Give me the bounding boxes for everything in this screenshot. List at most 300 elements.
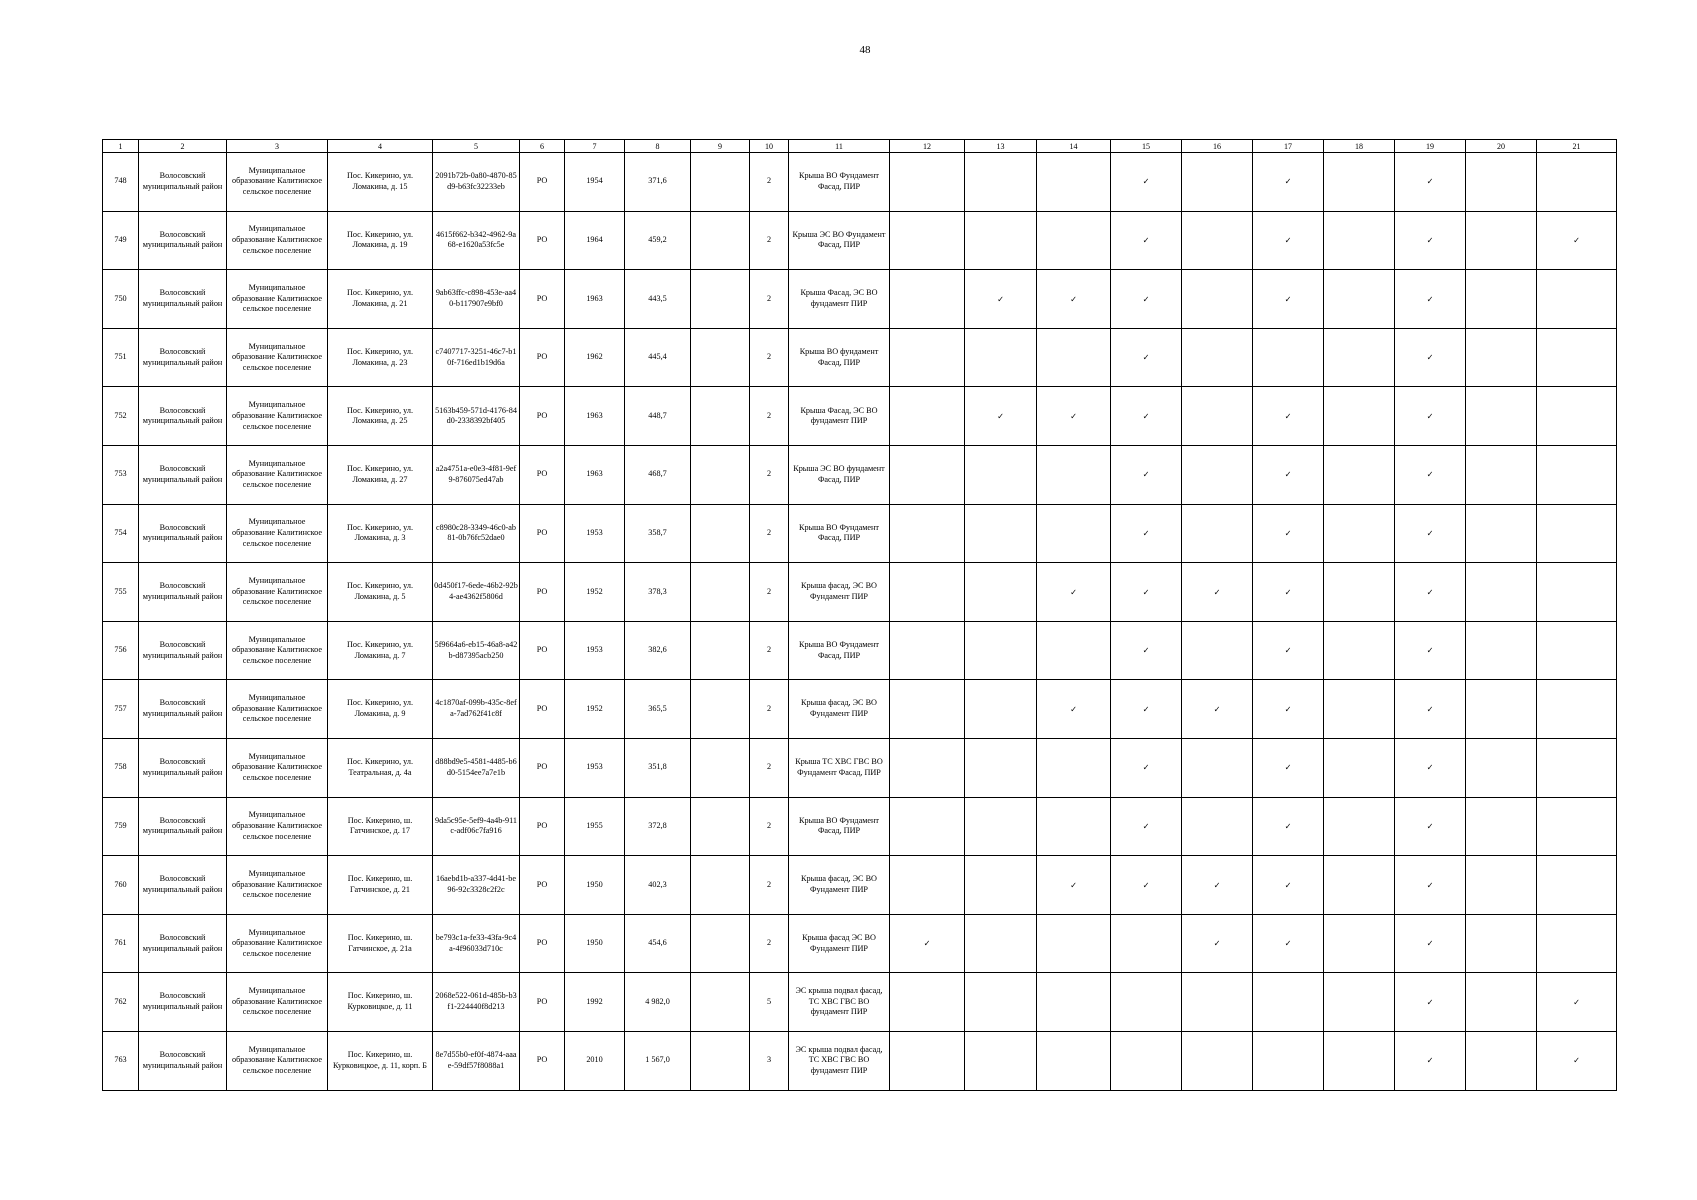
check-mark-icon: ✓ xyxy=(1182,856,1253,915)
house-guid-cell: 4c1870af-099b-435c-8efa-7ad762f41c8f xyxy=(433,680,520,739)
works-cell: Крыша ВО фундамент Фасад, ПИР xyxy=(789,328,890,387)
district-cell: Волосовский муниципальный район xyxy=(139,211,227,270)
empty-cell xyxy=(1037,153,1111,212)
check-mark-icon: ✓ xyxy=(1395,856,1466,915)
year-cell: 1992 xyxy=(565,973,625,1032)
check-mark-icon: ✓ xyxy=(1111,856,1182,915)
year-cell: 2010 xyxy=(565,1031,625,1090)
check-mark-icon: ✓ xyxy=(890,914,965,973)
area-cell: 1 567,0 xyxy=(625,1031,691,1090)
check-mark-icon: ✓ xyxy=(1395,797,1466,856)
year-cell: 1952 xyxy=(565,680,625,739)
address-cell: Пос. Кикерино, ш. Гатчинское, д. 21 xyxy=(328,856,433,915)
municipality-cell: Муниципальное образование Калитинское сельское поселение xyxy=(227,680,328,739)
empty-cell xyxy=(965,328,1037,387)
check-mark-icon: ✓ xyxy=(1111,680,1182,739)
check-mark-icon: ✓ xyxy=(1111,211,1182,270)
house-guid-cell: 8e7d55b0-ef0f-4874-aaae-59df57f8088a1 xyxy=(433,1031,520,1090)
column-header: 5 xyxy=(433,140,520,153)
district-cell: Волосовский муниципальный район xyxy=(139,153,227,212)
check-mark-icon: ✓ xyxy=(1037,680,1111,739)
house-guid-cell: d88bd9e5-4581-4485-b6d0-5154ee7a7e1b xyxy=(433,738,520,797)
district-cell: Волосовский муниципальный район xyxy=(139,797,227,856)
district-cell: Волосовский муниципальный район xyxy=(139,621,227,680)
empty-cell xyxy=(1037,504,1111,563)
empty-cell xyxy=(1324,563,1395,622)
year-cell: 1963 xyxy=(565,445,625,504)
address-cell: Пос. Кикерино, ул. Ломакина, д. 25 xyxy=(328,387,433,446)
year-cell: 1963 xyxy=(565,270,625,329)
column-header: 14 xyxy=(1037,140,1111,153)
address-cell: Пос. Кикерино, ш. Курковицкое, д. 11 xyxy=(328,973,433,1032)
empty-cell xyxy=(1111,1031,1182,1090)
type-cell: РО xyxy=(520,328,565,387)
municipality-cell: Муниципальное образование Калитинское сельское поселение xyxy=(227,387,328,446)
table-row xyxy=(103,1031,1617,1090)
empty-cell xyxy=(890,445,965,504)
empty-cell xyxy=(1466,738,1537,797)
empty-cell xyxy=(1111,973,1182,1032)
empty-cell xyxy=(965,856,1037,915)
column-10-cell: 2 xyxy=(750,270,789,329)
table-row xyxy=(103,387,1617,446)
table-row xyxy=(103,270,1617,329)
area-cell: 365,5 xyxy=(625,680,691,739)
house-guid-cell: 0d450f17-6ede-46b2-92b4-ae4362f5806d xyxy=(433,563,520,622)
check-mark-icon: ✓ xyxy=(1395,973,1466,1032)
empty-cell xyxy=(1466,387,1537,446)
area-cell: 443,5 xyxy=(625,270,691,329)
house-guid-cell: 5f9664a6-eb15-46a8-a42b-d87395acb250 xyxy=(433,621,520,680)
table-row xyxy=(103,797,1617,856)
empty-cell xyxy=(1537,387,1617,446)
empty-cell xyxy=(890,153,965,212)
check-mark-icon: ✓ xyxy=(1037,270,1111,329)
municipality-cell: Муниципальное образование Калитинское сельское поселение xyxy=(227,1031,328,1090)
column-10-cell: 2 xyxy=(750,621,789,680)
house-guid-cell: 9ab63ffc-c898-453e-aa40-b117907e9bf0 xyxy=(433,270,520,329)
check-mark-icon: ✓ xyxy=(1395,1031,1466,1090)
row-number: 748 xyxy=(103,153,139,212)
check-mark-icon: ✓ xyxy=(1395,328,1466,387)
address-cell: Пос. Кикерино, ул. Ломакина, д. 7 xyxy=(328,621,433,680)
check-mark-icon: ✓ xyxy=(1253,211,1324,270)
column-10-cell: 2 xyxy=(750,563,789,622)
empty-cell xyxy=(1324,738,1395,797)
year-cell: 1964 xyxy=(565,211,625,270)
area-cell: 378,3 xyxy=(625,563,691,622)
municipality-cell: Муниципальное образование Калитинское сельское поселение xyxy=(227,738,328,797)
check-mark-icon: ✓ xyxy=(1253,680,1324,739)
check-mark-icon: ✓ xyxy=(1395,387,1466,446)
column-header: 15 xyxy=(1111,140,1182,153)
check-mark-icon: ✓ xyxy=(1253,738,1324,797)
area-cell: 351,8 xyxy=(625,738,691,797)
column-10-cell: 2 xyxy=(750,680,789,739)
municipality-cell: Муниципальное образование Калитинское сельское поселение xyxy=(227,270,328,329)
district-cell: Волосовский муниципальный район xyxy=(139,973,227,1032)
house-guid-cell: 16aebd1b-a337-4d41-be96-92c3328c2f2c xyxy=(433,856,520,915)
column-header: 21 xyxy=(1537,140,1617,153)
check-mark-icon: ✓ xyxy=(1395,914,1466,973)
type-cell: РО xyxy=(520,211,565,270)
row-number: 762 xyxy=(103,973,139,1032)
empty-cell xyxy=(1324,328,1395,387)
empty-cell xyxy=(1466,563,1537,622)
works-cell: ЭС крыша подвал фасад, ТС ХВС ГВС ВО фундамент ПИР xyxy=(789,1031,890,1090)
works-cell: Крыша ВО Фундамент Фасад, ПИР xyxy=(789,797,890,856)
empty-cell xyxy=(890,563,965,622)
house-guid-cell: c7407717-3251-46c7-b10f-716ed1b19d6a xyxy=(433,328,520,387)
column-9-cell xyxy=(691,270,750,329)
check-mark-icon: ✓ xyxy=(1395,563,1466,622)
area-cell: 454,6 xyxy=(625,914,691,973)
district-cell: Волосовский муниципальный район xyxy=(139,563,227,622)
works-cell: Крыша ВО Фундамент Фасад, ПИР xyxy=(789,621,890,680)
table-row xyxy=(103,445,1617,504)
works-cell: Крыша ЭС ВО Фундамент Фасад, ПИР xyxy=(789,211,890,270)
empty-cell xyxy=(1324,1031,1395,1090)
type-cell: РО xyxy=(520,1031,565,1090)
works-cell: Крыша Фасад, ЭС ВО фундамент ПИР xyxy=(789,270,890,329)
empty-cell xyxy=(1111,914,1182,973)
empty-cell xyxy=(1037,621,1111,680)
empty-cell xyxy=(965,973,1037,1032)
column-10-cell: 2 xyxy=(750,211,789,270)
table-row xyxy=(103,153,1617,212)
empty-cell xyxy=(965,1031,1037,1090)
district-cell: Волосовский муниципальный район xyxy=(139,680,227,739)
column-10-cell: 2 xyxy=(750,797,789,856)
type-cell: РО xyxy=(520,973,565,1032)
check-mark-icon: ✓ xyxy=(1395,680,1466,739)
empty-cell xyxy=(1182,504,1253,563)
check-mark-icon: ✓ xyxy=(1253,387,1324,446)
area-cell: 459,2 xyxy=(625,211,691,270)
year-cell: 1950 xyxy=(565,856,625,915)
empty-cell xyxy=(890,680,965,739)
column-9-cell xyxy=(691,914,750,973)
row-number: 751 xyxy=(103,328,139,387)
row-number: 756 xyxy=(103,621,139,680)
year-cell: 1954 xyxy=(565,153,625,212)
check-mark-icon: ✓ xyxy=(1182,563,1253,622)
column-10-cell: 2 xyxy=(750,914,789,973)
empty-cell xyxy=(1037,328,1111,387)
empty-cell xyxy=(965,563,1037,622)
check-mark-icon: ✓ xyxy=(1111,445,1182,504)
row-number: 757 xyxy=(103,680,139,739)
column-header: 16 xyxy=(1182,140,1253,153)
check-mark-icon: ✓ xyxy=(1395,738,1466,797)
district-cell: Волосовский муниципальный район xyxy=(139,387,227,446)
empty-cell xyxy=(1324,914,1395,973)
year-cell: 1952 xyxy=(565,563,625,622)
works-cell: Крыша ВО Фундамент Фасад, ПИР xyxy=(789,153,890,212)
empty-cell xyxy=(1324,387,1395,446)
district-cell: Волосовский муниципальный район xyxy=(139,504,227,563)
empty-cell xyxy=(1466,797,1537,856)
empty-cell xyxy=(965,797,1037,856)
area-cell: 358,7 xyxy=(625,504,691,563)
empty-cell xyxy=(965,211,1037,270)
column-9-cell xyxy=(691,797,750,856)
check-mark-icon: ✓ xyxy=(1253,563,1324,622)
area-cell: 382,6 xyxy=(625,621,691,680)
area-cell: 445,4 xyxy=(625,328,691,387)
type-cell: РО xyxy=(520,914,565,973)
empty-cell xyxy=(1182,973,1253,1032)
column-10-cell: 2 xyxy=(750,856,789,915)
type-cell: РО xyxy=(520,445,565,504)
empty-cell xyxy=(1466,328,1537,387)
empty-cell xyxy=(1537,563,1617,622)
empty-cell xyxy=(1182,1031,1253,1090)
works-cell: Крыша ЭС ВО фундамент Фасад, ПИР xyxy=(789,445,890,504)
empty-cell xyxy=(965,153,1037,212)
address-cell: Пос. Кикерино, ул. Ломакина, д. 3 xyxy=(328,504,433,563)
house-guid-cell: be793c1a-fe33-43fa-9c4a-4f96033d710c xyxy=(433,914,520,973)
year-cell: 1953 xyxy=(565,738,625,797)
column-number-header xyxy=(103,140,1617,153)
column-10-cell: 2 xyxy=(750,738,789,797)
type-cell: РО xyxy=(520,738,565,797)
row-number: 758 xyxy=(103,738,139,797)
table-row xyxy=(103,914,1617,973)
empty-cell xyxy=(1037,211,1111,270)
column-10-cell: 2 xyxy=(750,387,789,446)
check-mark-icon: ✓ xyxy=(1395,153,1466,212)
column-header: 1 xyxy=(103,140,139,153)
district-cell: Волосовский муниципальный район xyxy=(139,328,227,387)
empty-cell xyxy=(1466,504,1537,563)
empty-cell xyxy=(1537,621,1617,680)
empty-cell xyxy=(1537,856,1617,915)
column-10-cell: 5 xyxy=(750,973,789,1032)
column-header: 12 xyxy=(890,140,965,153)
year-cell: 1955 xyxy=(565,797,625,856)
works-cell: Крыша фасад ЭС ВО Фундамент ПИР xyxy=(789,914,890,973)
empty-cell xyxy=(1253,973,1324,1032)
table-row xyxy=(103,738,1617,797)
district-cell: Волосовский муниципальный район xyxy=(139,445,227,504)
type-cell: РО xyxy=(520,153,565,212)
table-row xyxy=(103,563,1617,622)
page-number: 48 xyxy=(859,44,871,56)
column-9-cell xyxy=(691,856,750,915)
column-header: 19 xyxy=(1395,140,1466,153)
check-mark-icon: ✓ xyxy=(1037,563,1111,622)
check-mark-icon: ✓ xyxy=(1395,621,1466,680)
empty-cell xyxy=(965,504,1037,563)
empty-cell xyxy=(1324,797,1395,856)
empty-cell xyxy=(1182,621,1253,680)
check-mark-icon: ✓ xyxy=(1111,797,1182,856)
column-header: 2 xyxy=(139,140,227,153)
column-9-cell xyxy=(691,328,750,387)
column-9-cell xyxy=(691,504,750,563)
type-cell: РО xyxy=(520,621,565,680)
column-9-cell xyxy=(691,621,750,680)
column-9-cell xyxy=(691,153,750,212)
empty-cell xyxy=(1037,738,1111,797)
house-guid-cell: 5163b459-571d-4176-84d0-2338392bf405 xyxy=(433,387,520,446)
area-cell: 468,7 xyxy=(625,445,691,504)
column-10-cell: 2 xyxy=(750,153,789,212)
year-cell: 1953 xyxy=(565,504,625,563)
district-cell: Волосовский муниципальный район xyxy=(139,914,227,973)
empty-cell xyxy=(1037,445,1111,504)
works-cell: Крыша ТС ХВС ГВС ВО Фундамент Фасад, ПИР xyxy=(789,738,890,797)
type-cell: РО xyxy=(520,270,565,329)
works-cell: ЭС крыша подвал фасад, ТС ХВС ГВС ВО фундамент ПИР xyxy=(789,973,890,1032)
municipality-cell: Муниципальное образование Калитинское сельское поселение xyxy=(227,856,328,915)
district-cell: Волосовский муниципальный район xyxy=(139,738,227,797)
address-cell: Пос. Кикерино, ш. Гатчинское, д. 17 xyxy=(328,797,433,856)
year-cell: 1963 xyxy=(565,387,625,446)
row-number: 759 xyxy=(103,797,139,856)
row-number: 753 xyxy=(103,445,139,504)
works-cell: Крыша фасад, ЭС ВО Фундамент ПИР xyxy=(789,563,890,622)
column-header: 20 xyxy=(1466,140,1537,153)
check-mark-icon: ✓ xyxy=(1537,211,1617,270)
year-cell: 1953 xyxy=(565,621,625,680)
column-header: 9 xyxy=(691,140,750,153)
empty-cell xyxy=(1182,270,1253,329)
empty-cell xyxy=(1537,680,1617,739)
address-cell: Пос. Кикерино, ул. Ломакина, д. 21 xyxy=(328,270,433,329)
row-number: 755 xyxy=(103,563,139,622)
empty-cell xyxy=(1037,914,1111,973)
type-cell: РО xyxy=(520,387,565,446)
column-9-cell xyxy=(691,445,750,504)
type-cell: РО xyxy=(520,504,565,563)
empty-cell xyxy=(890,738,965,797)
table-row xyxy=(103,211,1617,270)
works-cell: Крыша Фасад, ЭС ВО фундамент ПИР xyxy=(789,387,890,446)
empty-cell xyxy=(1182,445,1253,504)
check-mark-icon: ✓ xyxy=(1253,504,1324,563)
check-mark-icon: ✓ xyxy=(1111,563,1182,622)
table-row xyxy=(103,504,1617,563)
empty-cell xyxy=(965,738,1037,797)
empty-cell xyxy=(1537,738,1617,797)
empty-cell xyxy=(1466,211,1537,270)
type-cell: РО xyxy=(520,856,565,915)
register-table xyxy=(102,139,1617,1091)
municipality-cell: Муниципальное образование Калитинское сельское поселение xyxy=(227,973,328,1032)
empty-cell xyxy=(1182,328,1253,387)
row-number: 761 xyxy=(103,914,139,973)
municipality-cell: Муниципальное образование Калитинское сельское поселение xyxy=(227,797,328,856)
district-cell: Волосовский муниципальный район xyxy=(139,270,227,329)
column-header: 17 xyxy=(1253,140,1324,153)
table-row xyxy=(103,856,1617,915)
empty-cell xyxy=(1466,680,1537,739)
column-10-cell: 2 xyxy=(750,504,789,563)
empty-cell xyxy=(1253,1031,1324,1090)
empty-cell xyxy=(1537,328,1617,387)
empty-cell xyxy=(1466,445,1537,504)
municipality-cell: Муниципальное образование Калитинское сельское поселение xyxy=(227,504,328,563)
empty-cell xyxy=(1324,153,1395,212)
empty-cell xyxy=(890,1031,965,1090)
empty-cell xyxy=(1466,621,1537,680)
check-mark-icon: ✓ xyxy=(1037,856,1111,915)
area-cell: 372,8 xyxy=(625,797,691,856)
empty-cell xyxy=(1324,621,1395,680)
type-cell: РО xyxy=(520,797,565,856)
empty-cell xyxy=(1182,211,1253,270)
house-guid-cell: c8980c28-3349-46c0-ab81-0b76fc52dae0 xyxy=(433,504,520,563)
check-mark-icon: ✓ xyxy=(965,387,1037,446)
empty-cell xyxy=(1466,1031,1537,1090)
empty-cell xyxy=(965,445,1037,504)
row-number: 763 xyxy=(103,1031,139,1090)
check-mark-icon: ✓ xyxy=(1111,738,1182,797)
column-header: 11 xyxy=(789,140,890,153)
type-cell: РО xyxy=(520,563,565,622)
empty-cell xyxy=(1466,856,1537,915)
column-9-cell xyxy=(691,738,750,797)
year-cell: 1962 xyxy=(565,328,625,387)
area-cell: 4 982,0 xyxy=(625,973,691,1032)
column-header: 6 xyxy=(520,140,565,153)
empty-cell xyxy=(1466,270,1537,329)
empty-cell xyxy=(890,328,965,387)
address-cell: Пос. Кикерино, ш. Гатчинское, д. 21а xyxy=(328,914,433,973)
check-mark-icon: ✓ xyxy=(1253,797,1324,856)
column-10-cell: 3 xyxy=(750,1031,789,1090)
empty-cell xyxy=(1037,797,1111,856)
check-mark-icon: ✓ xyxy=(1253,914,1324,973)
column-header: 4 xyxy=(328,140,433,153)
empty-cell xyxy=(965,621,1037,680)
column-9-cell xyxy=(691,973,750,1032)
column-9-cell xyxy=(691,211,750,270)
table-body xyxy=(103,153,1617,1091)
address-cell: Пос. Кикерино, ш. Курковицкое, д. 11, корп. Б xyxy=(328,1031,433,1090)
empty-cell xyxy=(1182,387,1253,446)
works-cell: Крыша фасад, ЭС ВО Фундамент ПИР xyxy=(789,856,890,915)
empty-cell xyxy=(1324,270,1395,329)
row-number: 760 xyxy=(103,856,139,915)
check-mark-icon: ✓ xyxy=(1111,328,1182,387)
address-cell: Пос. Кикерино, ул. Театральная, д. 4а xyxy=(328,738,433,797)
house-guid-cell: 2091b72b-0a80-4870-85d9-b63fc32233eb xyxy=(433,153,520,212)
check-mark-icon: ✓ xyxy=(1395,211,1466,270)
row-number: 750 xyxy=(103,270,139,329)
address-cell: Пос. Кикерино, ул. Ломакина, д. 9 xyxy=(328,680,433,739)
check-mark-icon: ✓ xyxy=(1253,621,1324,680)
house-guid-cell: 9da5c95e-5ef9-4a4b-911c-adf06c7fa916 xyxy=(433,797,520,856)
area-cell: 371,6 xyxy=(625,153,691,212)
empty-cell xyxy=(1537,797,1617,856)
check-mark-icon: ✓ xyxy=(1537,973,1617,1032)
check-mark-icon: ✓ xyxy=(1253,856,1324,915)
area-cell: 402,3 xyxy=(625,856,691,915)
empty-cell xyxy=(1182,738,1253,797)
row-number: 749 xyxy=(103,211,139,270)
table-row xyxy=(103,328,1617,387)
column-header: 10 xyxy=(750,140,789,153)
empty-cell xyxy=(965,680,1037,739)
check-mark-icon: ✓ xyxy=(1111,504,1182,563)
check-mark-icon: ✓ xyxy=(1395,504,1466,563)
municipality-cell: Муниципальное образование Калитинское сельское поселение xyxy=(227,563,328,622)
column-9-cell xyxy=(691,680,750,739)
column-header: 18 xyxy=(1324,140,1395,153)
